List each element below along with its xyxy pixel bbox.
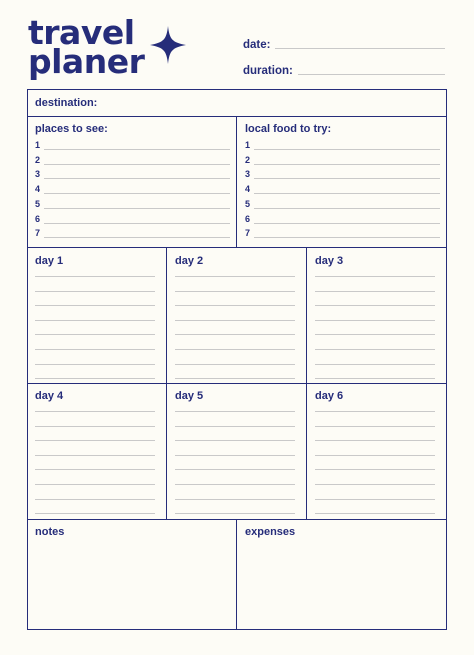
day-writing-line[interactable] [35, 499, 155, 500]
day-writing-line[interactable] [315, 411, 435, 412]
duration-label: duration: [243, 65, 293, 77]
places-number: 6 [35, 213, 41, 224]
divider [236, 519, 237, 630]
title-line-1: travel [28, 13, 135, 52]
day-writing-line[interactable] [315, 334, 435, 335]
day-writing-line[interactable] [175, 426, 295, 427]
day-label: day 4 [35, 390, 64, 402]
day-writing-line[interactable] [175, 364, 295, 365]
day-writing-line[interactable] [35, 378, 155, 379]
day-writing-line[interactable] [315, 484, 435, 485]
food-line[interactable] [254, 237, 440, 238]
divider [27, 247, 447, 248]
food-line[interactable] [254, 178, 440, 179]
duration-field[interactable] [298, 74, 445, 75]
day-writing-line[interactable] [175, 334, 295, 335]
food-number: 6 [245, 213, 251, 224]
day-label: day 5 [175, 390, 204, 402]
divider [166, 247, 167, 519]
day-writing-line[interactable] [175, 378, 295, 379]
notes-label: notes [35, 526, 65, 538]
places-line[interactable] [44, 208, 230, 209]
food-number: 4 [245, 184, 251, 195]
places-number: 3 [35, 169, 41, 180]
divider [27, 383, 447, 384]
food-line[interactable] [254, 208, 440, 209]
day-writing-line[interactable] [315, 364, 435, 365]
day-writing-line[interactable] [175, 291, 295, 292]
star-icon [150, 26, 186, 64]
places-line[interactable] [44, 237, 230, 238]
places-number: 5 [35, 198, 41, 209]
day-writing-line[interactable] [35, 364, 155, 365]
day-writing-line[interactable] [35, 513, 155, 514]
day-writing-line[interactable] [315, 276, 435, 277]
divider [27, 116, 447, 117]
food-number: 2 [245, 154, 251, 165]
places-line[interactable] [44, 149, 230, 150]
day-writing-line[interactable] [175, 499, 295, 500]
places-line[interactable] [44, 193, 230, 194]
day-writing-line[interactable] [35, 305, 155, 306]
day-writing-line[interactable] [315, 291, 435, 292]
divider [306, 247, 307, 519]
divider [27, 519, 447, 520]
food-line[interactable] [254, 149, 440, 150]
day-writing-line[interactable] [35, 455, 155, 456]
day-writing-line[interactable] [175, 320, 295, 321]
date-field[interactable] [275, 48, 445, 49]
day-writing-line[interactable] [175, 411, 295, 412]
day-writing-line[interactable] [315, 455, 435, 456]
day-writing-line[interactable] [175, 484, 295, 485]
places-line[interactable] [44, 164, 230, 165]
day-writing-line[interactable] [175, 440, 295, 441]
expenses-label: expenses [245, 526, 296, 538]
food-line[interactable] [254, 223, 440, 224]
day-writing-line[interactable] [35, 320, 155, 321]
day-writing-line[interactable] [175, 305, 295, 306]
food-number: 7 [245, 228, 251, 239]
food-number: 3 [245, 169, 251, 180]
day-writing-line[interactable] [35, 440, 155, 441]
day-writing-line[interactable] [35, 276, 155, 277]
places-label: places to see: [35, 123, 108, 135]
food-line[interactable] [254, 164, 440, 165]
places-number: 1 [35, 140, 41, 150]
planner-frame [27, 89, 447, 630]
food-line[interactable] [254, 193, 440, 194]
day-writing-line[interactable] [315, 426, 435, 427]
day-writing-line[interactable] [35, 334, 155, 335]
day-writing-line[interactable] [35, 291, 155, 292]
places-line[interactable] [44, 178, 230, 179]
day-writing-line[interactable] [175, 349, 295, 350]
food-number: 1 [245, 140, 251, 150]
page-title [28, 13, 145, 81]
day-writing-line[interactable] [315, 378, 435, 379]
day-writing-line[interactable] [175, 276, 295, 277]
food-number: 5 [245, 198, 251, 209]
day-writing-line[interactable] [315, 440, 435, 441]
places-number: 2 [35, 154, 41, 165]
destination-label: destination: [35, 97, 98, 109]
places-number: 4 [35, 184, 41, 195]
day-writing-line[interactable] [35, 349, 155, 350]
divider [236, 116, 237, 247]
day-writing-line[interactable] [35, 411, 155, 412]
day-writing-line[interactable] [315, 499, 435, 500]
day-writing-line[interactable] [315, 320, 435, 321]
day-writing-line[interactable] [35, 426, 155, 427]
day-writing-line[interactable] [315, 349, 435, 350]
day-writing-line[interactable] [175, 513, 295, 514]
day-label: day 6 [315, 390, 344, 402]
places-number: 7 [35, 228, 41, 239]
day-label: day 1 [35, 255, 64, 267]
food-label: local food to try: [245, 123, 332, 135]
day-label: day 3 [315, 255, 344, 267]
date-label: date: [243, 39, 271, 51]
day-writing-line[interactable] [315, 305, 435, 306]
day-writing-line[interactable] [35, 469, 155, 470]
day-writing-line[interactable] [175, 469, 295, 470]
day-writing-line[interactable] [175, 455, 295, 456]
day-writing-line[interactable] [315, 469, 435, 470]
title-line-2: planer [28, 42, 145, 81]
day-writing-line[interactable] [315, 513, 435, 514]
day-writing-line[interactable] [35, 484, 155, 485]
day-label: day 2 [175, 255, 204, 267]
places-line[interactable] [44, 223, 230, 224]
